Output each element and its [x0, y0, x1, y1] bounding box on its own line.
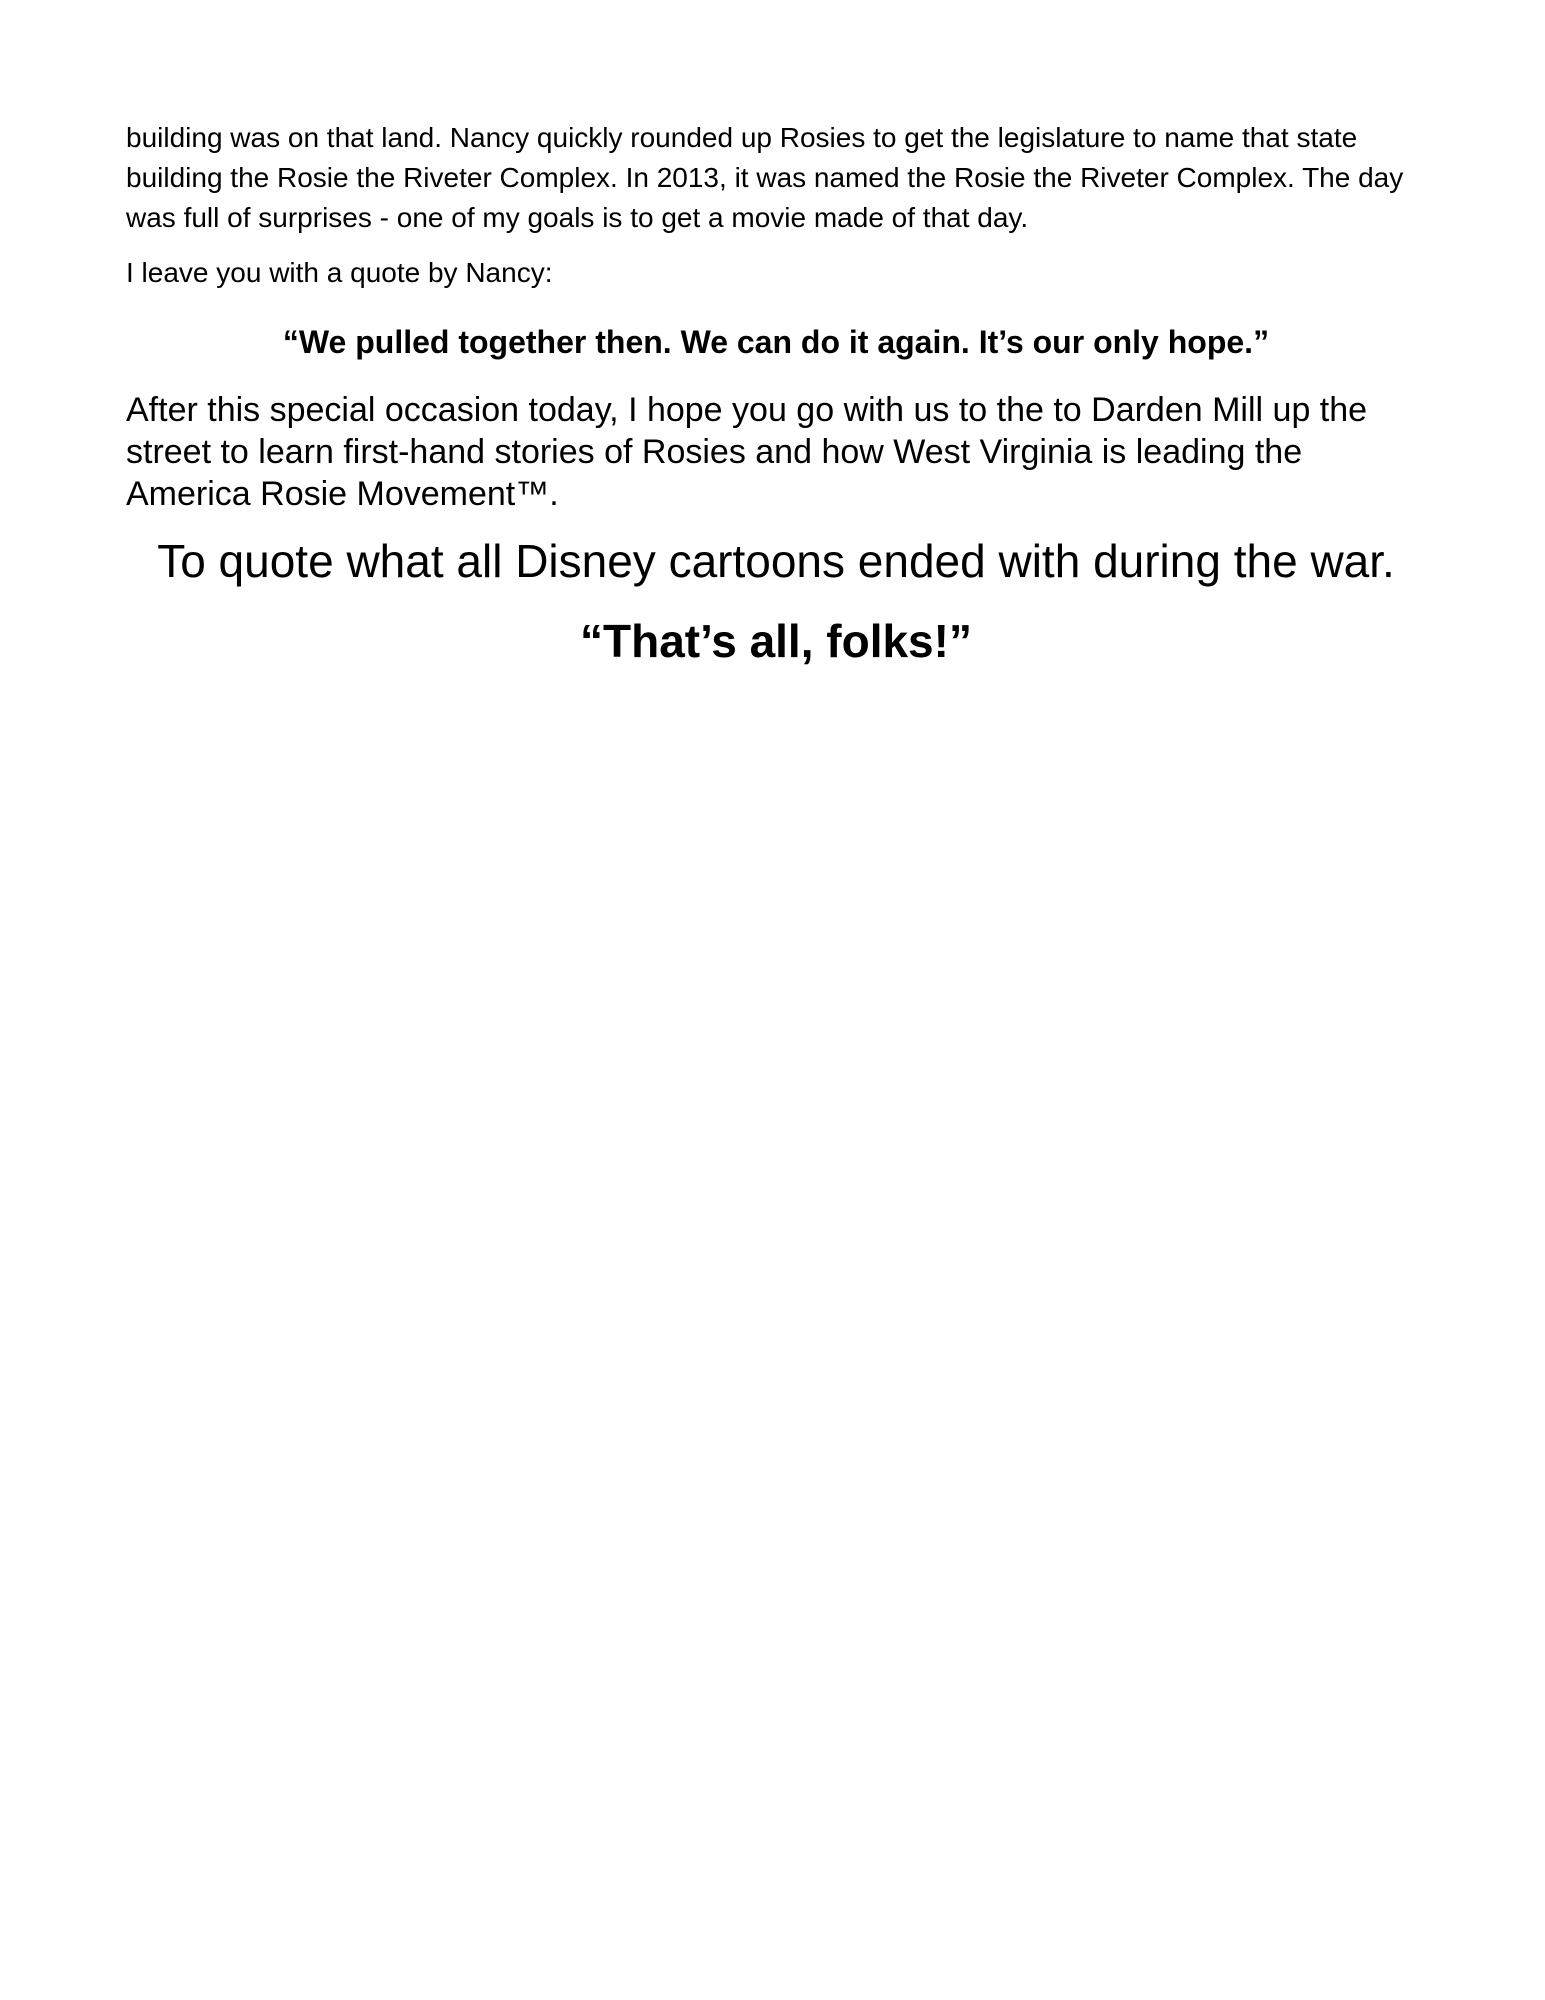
document-page [126, 118, 1426, 669]
body-paragraph-quote-intro: I leave you with a quote by Nancy: [126, 257, 553, 288]
body-paragraph-legislature: building was on that land. Nancy quickly rounded up Rosies to get the legislature to name that state building the Rosie the Riveter Complex. In 2013, it was named the Rosie the Riveter Complex. The day was full of surprises - one of my goals is to get a movie made of that day. [126, 122, 1404, 233]
body-paragraph-darden-mill: After this special occasion today, I hope you go with us to the to Darden Mill up the street to learn first-hand stories of Rosies and how West Virginia is leading the America Rosie Movement™. [126, 391, 1368, 513]
closing-line: To quote what all Disney cartoons ended with during the war. [157, 535, 1395, 587]
closing-quote: “That’s all, folks!” [580, 615, 972, 667]
nancy-quote: “We pulled together then. We can do it again. It’s our only hope.” [282, 324, 1270, 360]
